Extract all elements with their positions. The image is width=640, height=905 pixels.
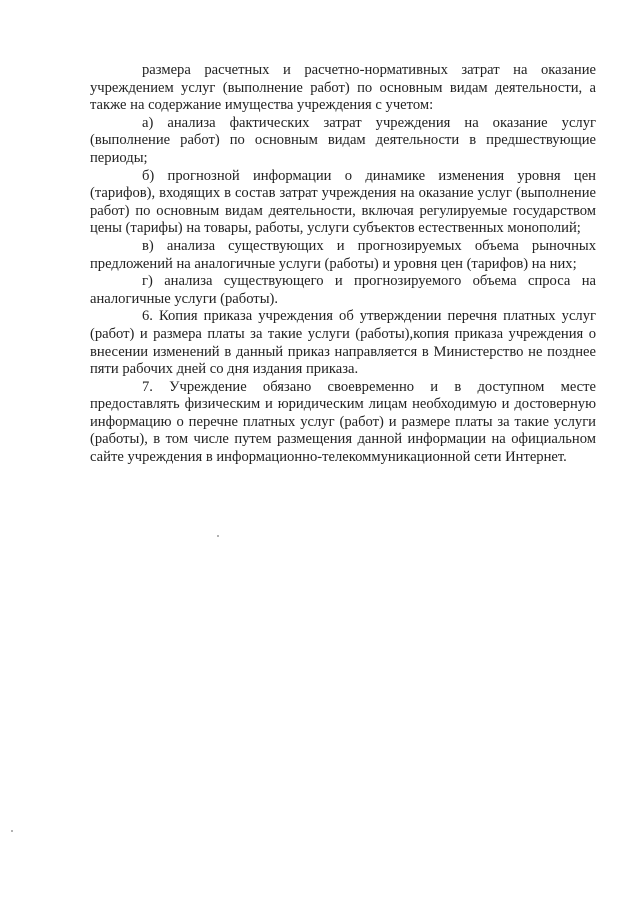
- paragraph-item-v: в) анализа существующих и прогнозируемых объема рыночных предложений на аналогичные услуги (работы) и уровня цен (тарифов) на них;: [90, 237, 596, 272]
- document-body: [90, 62, 596, 467]
- paragraph-cost-basis: размера расчетных и расчетно-нормативных затрат на оказание учреждением услуг (выполнение работ) по основным видам деятельности, а также на содержание имущества учреждения с учетом:: [90, 62, 596, 114]
- scan-speck: [217, 535, 219, 537]
- paragraph-item-7: 7. Учреждение обязано своевременно и в доступном месте предоставлять физическим и юридическим лицам необходимую и достоверную информацию о перечне платных услуг (работ) и размере платы за такие услуги (работы), в том числе путем размещения данной информации на официальном сайте учреждения в информационно-телекоммуникационной сети Интернет.: [90, 378, 596, 466]
- paragraph-item-b: б) прогнозной информации о динамике изменения уровня цен (тарифов), входящих в состав затрат учреждения на оказание услуг (выполнение работ) по основным видам деятельности, включая регулируемые государством цены (тарифы) на товары, работы, услуги субъектов естественных монополий;: [90, 167, 596, 237]
- scan-speck: [11, 830, 13, 832]
- paragraph-item-g: г) анализа существующего и прогнозируемого объема спроса на аналогичные услуги (работы).: [90, 273, 596, 307]
- paragraph-item-6: 6. Копия приказа учреждения об утверждении перечня платных услуг (работ) и размера платы за такие услуги (работы),копия приказа учреждения о внесении изменений в данный приказ направляется в Министерство не позднее пяти рабочих дней со дня издания приказа.: [90, 308, 596, 378]
- paragraph-item-a: а) анализа фактических затрат учреждения на оказание услуг (выполнение работ) по основным видам деятельности в предшествующие периоды;: [90, 114, 596, 166]
